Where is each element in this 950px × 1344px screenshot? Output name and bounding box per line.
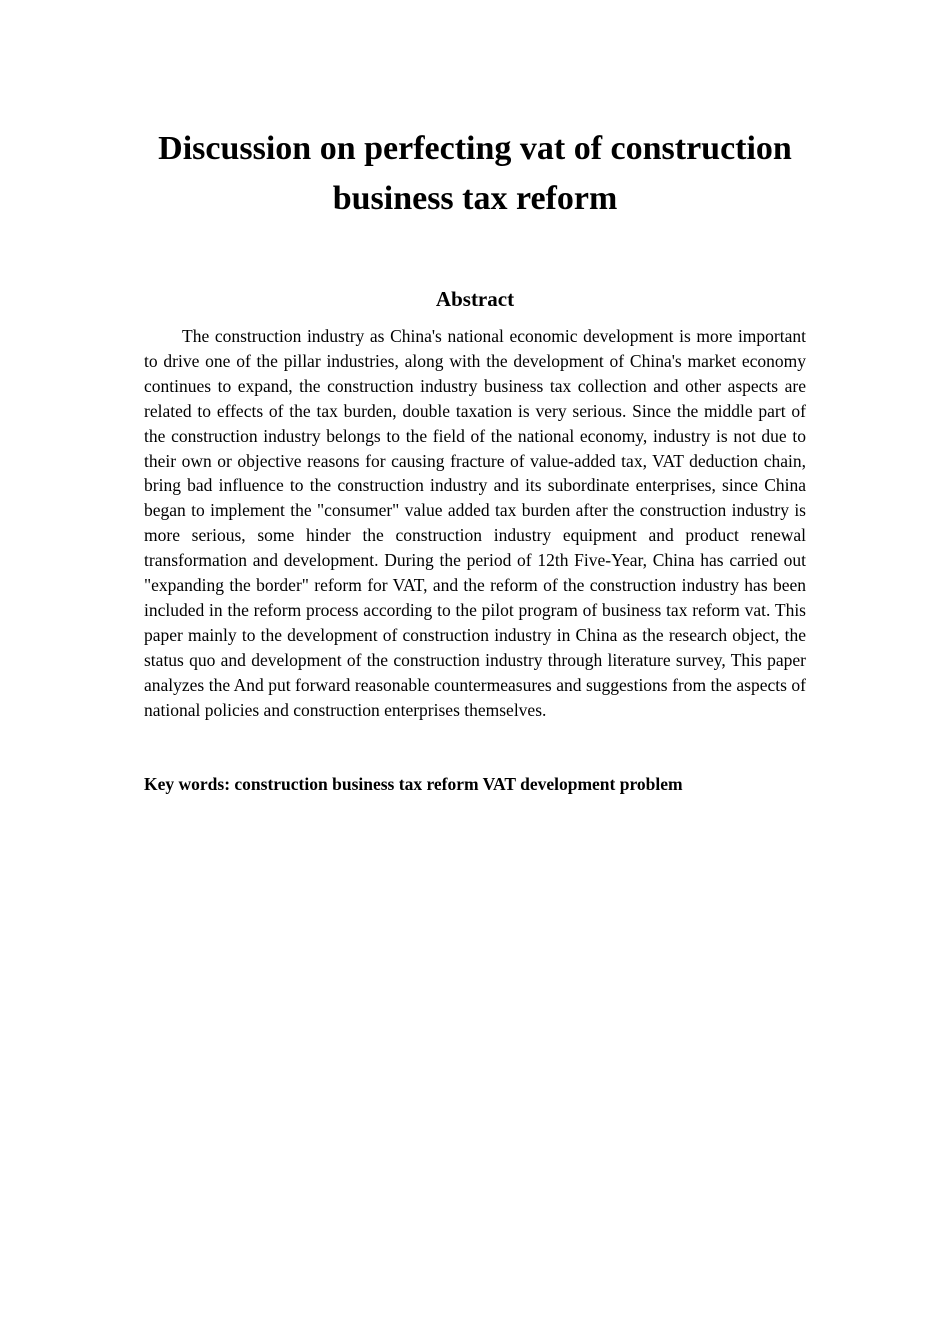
abstract-heading: Abstract xyxy=(435,287,515,311)
keywords-line: Key words: construction business tax reform VAT development problem xyxy=(144,774,683,794)
document-title: Discussion on perfecting vat of construction business tax reform xyxy=(158,130,792,217)
abstract-paragraph: The construction industry as China's national economic development is more important to drive one of the pillar industries, along with the development of China's market economy continues to expand, the construction industry business tax collection and other aspects are related to effects of the tax burden, double taxation is very serious. Since the middle part of the construction industry belongs to the field of the national economy, industry is not due to their own or objective reasons for causing fracture of value-added tax, VAT deduction chain, bring bad influence to the construction industry and its subordinate enterprises, since China began to implement the "consumer" value added tax burden after the construction industry is more serious, some hinder the construction industry equipment and product renewal transformation and development. During the period of 12th Five-Year, China has carried out "expanding the border" reform for VAT, and the reform of the construction industry has been included in the reform process according to the pilot program of business tax reform vat. This paper mainly to the development of construction industry in China as the research object, the status quo and development of the construction industry through literature survey, This paper analyzes the And put forward reasonable countermeasures and suggestions from the aspects of national policies and construction enterprises themselves. xyxy=(144,326,806,720)
